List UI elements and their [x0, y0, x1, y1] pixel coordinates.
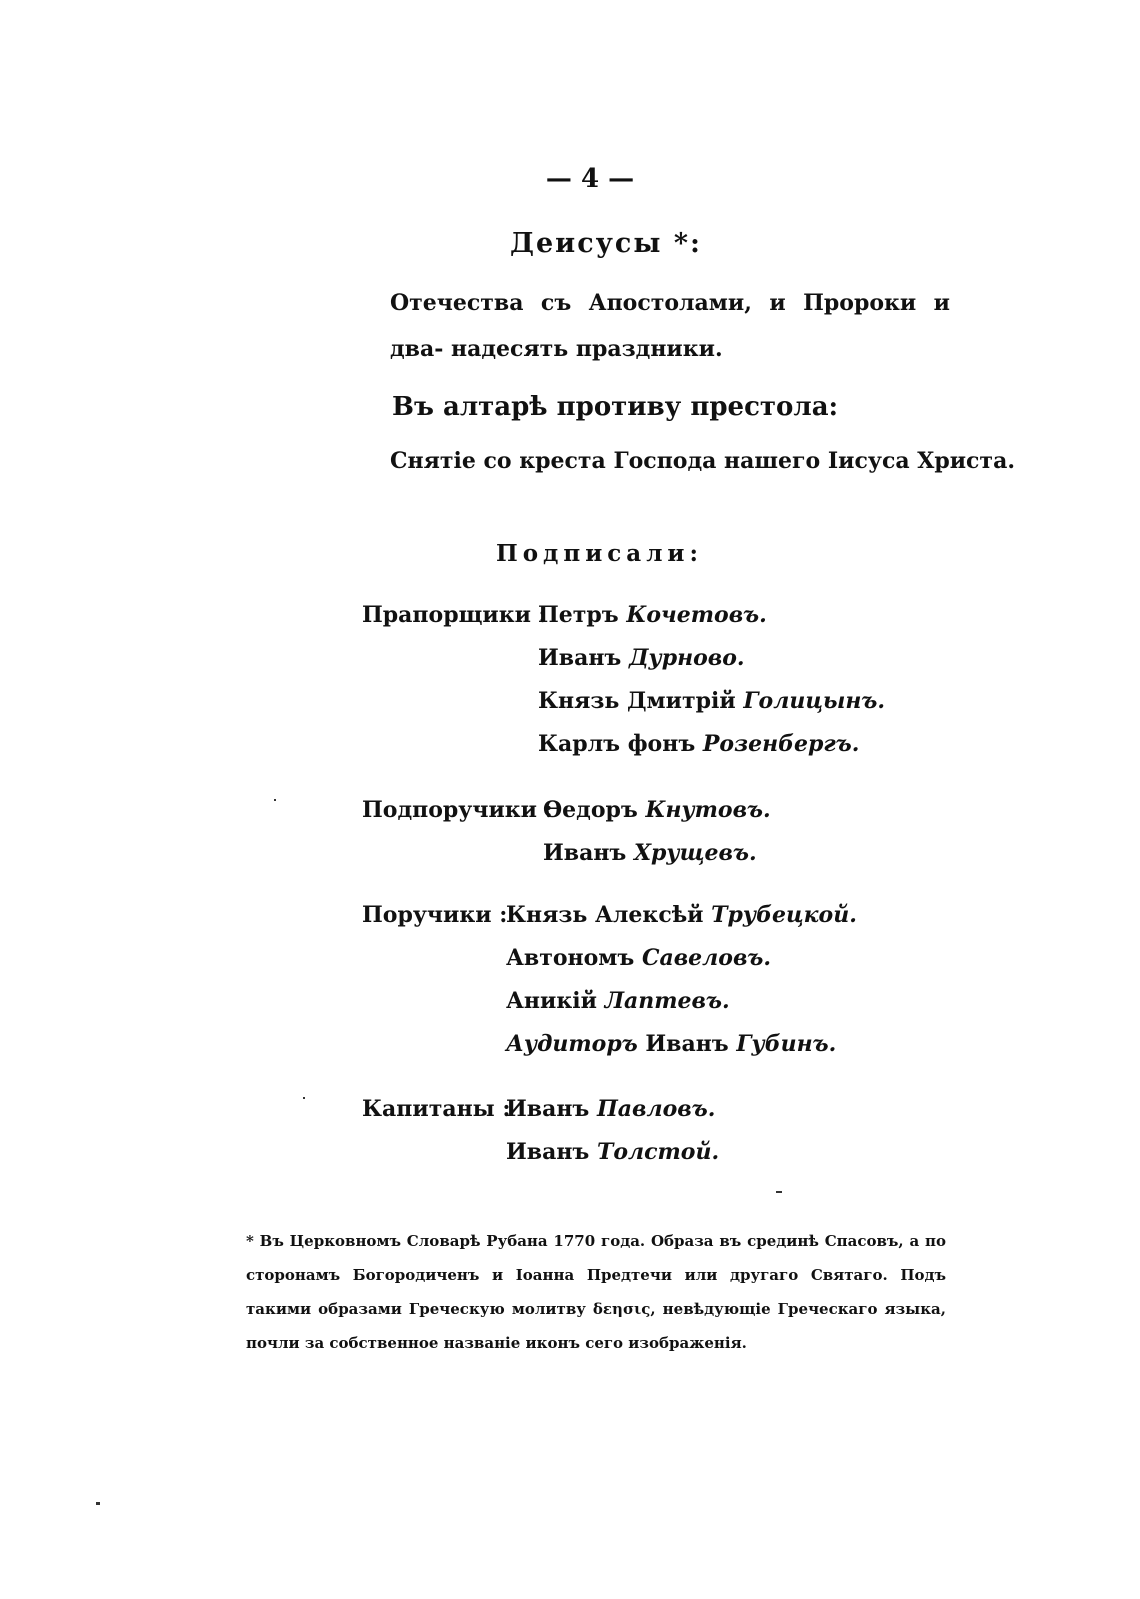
signatory-surname: Розенбергъ. [702, 731, 860, 757]
signatory [506, 1139, 719, 1165]
rank-label: Прапорщики : [362, 602, 547, 628]
signatory-surname: Лаптевъ. [604, 988, 730, 1014]
signatory-surname: Кнутовъ. [645, 797, 771, 823]
section-text-altar: Снятіе со креста Господа нашего Іисуса Христа. [390, 448, 1015, 474]
signatory [506, 902, 857, 928]
signatory-given-name: Иванъ [538, 645, 622, 671]
signatory-surname: Губинъ. [736, 1031, 837, 1057]
signatory-given-name: Автономъ [506, 945, 635, 971]
signatory-given-name: Князь Дмитрій [538, 688, 736, 714]
signatory-surname: Голицынъ. [743, 688, 886, 714]
signatory [506, 1096, 715, 1122]
scan-speck [96, 1502, 100, 1505]
signatory-given-name: Ѳедоръ [543, 797, 638, 823]
signatory [506, 988, 730, 1014]
signatory [543, 797, 771, 823]
rank-label: Поручики : [362, 902, 508, 928]
signatory-surname: Хрущевъ. [633, 840, 757, 866]
signatory [538, 645, 745, 671]
section-heading-altar: Въ алтарѣ противу престола: [392, 392, 839, 422]
signatory-surname: Дурново. [628, 645, 745, 671]
scan-speck [776, 1191, 782, 1193]
signatory-given-name: Петръ [538, 602, 619, 628]
signatory-given-name: Иванъ [506, 1096, 590, 1122]
page-number: — 4 — [545, 164, 635, 194]
signatory-surname: Трубецкой. [711, 902, 857, 928]
section-text-deisusy: Отечества съ Апостолами, и Пророки и два- надесять праздники. [390, 290, 950, 362]
signatory [506, 1031, 836, 1057]
scan-speck [274, 799, 276, 801]
signatory-title: Аудиторъ [506, 1031, 638, 1057]
signatory-surname: Толстой. [596, 1139, 720, 1165]
signatory [538, 731, 859, 757]
signatory-given-name: Аникій [506, 988, 597, 1014]
rank-label: Подпоручики : [362, 797, 553, 823]
rank-label: Капитаны : [362, 1096, 511, 1122]
signatory-given-name: Иванъ [645, 1031, 729, 1057]
signatories-heading: Подписали: [496, 540, 703, 567]
signatory-surname: Кочетовъ. [626, 602, 767, 628]
signatory-given-name: Карлъ фонъ [538, 731, 696, 757]
signatory [538, 602, 767, 628]
scan-speck [303, 1097, 305, 1099]
signatory [543, 840, 757, 866]
signatory-given-name: Иванъ [506, 1139, 590, 1165]
signatory [506, 945, 771, 971]
signatory-surname: Савеловъ. [641, 945, 772, 971]
signatory-surname: Павловъ. [596, 1096, 716, 1122]
signatory-given-name: Иванъ [543, 840, 627, 866]
signatory [538, 688, 885, 714]
section-heading-deisusy: Деисусы *: [510, 228, 702, 259]
signatory-given-name: Князь Алексѣй [506, 902, 704, 928]
footnote: * Въ Церковномъ Словарѣ Рубана 1770 года. Образа въ срединѣ Спасовъ, а по сторонамъ Богородиченъ и Іоанна Предтечи или другаго Святаго. Подъ такими образами Греческую молитву δεησις, невѣдующіе Греческаго языка, почли за собственное названіе иконъ сего изображенія. [246, 1232, 946, 1352]
